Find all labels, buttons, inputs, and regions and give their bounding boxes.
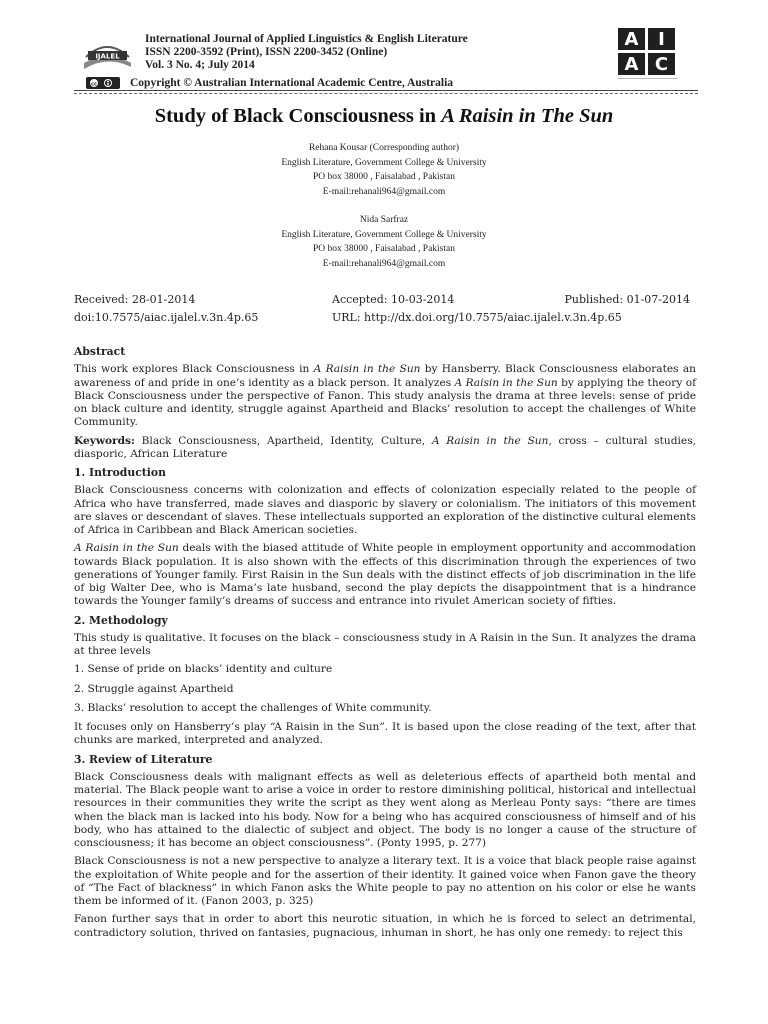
review-paragraph: Black Consciousness is not a new perspective to analyze a literary text. It is a voice that black people raise against the exploitation of White people and for the assertion of their identity. It gained voice when Fanon gave the theory of “The Fact of blackness” in which Fanon asks the White people to pay no attention on his color or else he wants them be informed of it. (Fanon 2003, p. 325) <box>74 855 696 907</box>
author-block <box>0 141 768 199</box>
journal-logo-text: IJALEL <box>95 52 120 61</box>
paper-title <box>0 105 768 128</box>
author-name: Nida Sarfraz <box>359 215 409 225</box>
methodology-paragraph: This study is qualitative. It focuses on the black – consciousness study in A Raisin in the Sun. It analyzes the drama at three levels <box>74 631 696 657</box>
abstract-heading: Abstract <box>74 345 126 358</box>
review-paragraph: Fanon further says that in order to abort this neurotic situation, in which he is forced to select an detrimental, contradictory solution, thrived on fantasies, pugnacious, inhuman in short, he has only one remedy: to reject this <box>74 913 696 939</box>
body-text <box>74 345 696 945</box>
methodology-heading: 2. Methodology <box>74 613 168 627</box>
copyright-text: Copyright © Australian International Academic Centre, Australia <box>130 77 454 89</box>
journal-volume: Vol. 3 No. 4; July 2014 <box>145 59 255 71</box>
aiac-tagline <box>618 78 678 82</box>
methodology-list-item: 2. Struggle against Apartheid <box>74 682 234 695</box>
aiac-logo-icon <box>618 28 678 82</box>
accepted-date: Accepted: 10-03-2014 <box>332 293 455 306</box>
abstract-paragraph: This work explores Black Consciousness in A Raisin in the Sun by Hansberry. Black Consciousness elaborates an awareness of and pride in one’s identity as a black person. It analyzes A Raisin in the Sun by applying the theory of Black Consciousness under the perspective of Fanon. This study analysis the drama at three levels: sense of pride on black culture and identity, struggle against Apartheid and Blacks’ resolution to accept the challenges of White Community. <box>74 363 697 429</box>
review-paragraph: Black Consciousness deals with malignant effects as well as deleterious effects of apartheid both mental and material. The Black people want to arise a voice in order to restore diminishing political, historical and intellectual resources in their communities they write the script as they went along as Merleau Ponty says: “there are times when the black man is lacked into his body. Now for a being who has acquired consciousness of himself and of his body, who has attained to the dialectic of subject and object. The body is no longer a cause of the structure of consciousness; it has become an object consciousness”. (Ponty 1995, p. 277) <box>74 770 696 849</box>
author-name: Rehana Kousar (Corresponding author) <box>308 143 460 153</box>
received-date: Received: 28-01-2014 <box>74 293 196 306</box>
author-address: PO box 38000 , Faisalabad , Pakistan <box>313 244 455 254</box>
methodology-list-item: 1. Sense of pride on blacks’ identity and culture <box>74 663 333 676</box>
svg-text:cc: cc <box>91 81 97 88</box>
author-address: PO box 38000 , Faisalabad , Pakistan <box>313 172 455 182</box>
aiac-letter: I <box>648 28 675 50</box>
introduction-heading: 1. Introduction <box>74 466 166 479</box>
journal-issn: ISSN 2200-3592 (Print), ISSN 2200-3452 (Online) <box>145 46 388 58</box>
creative-commons-icon <box>86 77 120 89</box>
url-link[interactable]: URL: http://dx.doi.org/10.7575/aiac.ijalel.v.3n.4p.65 <box>332 311 622 324</box>
header-rule <box>74 90 698 91</box>
aiac-letter: C <box>648 53 675 75</box>
journal-name: International Journal of Applied Linguistics & English Literature <box>145 33 468 45</box>
aiac-letter: A <box>618 53 645 75</box>
author-dept: English Literature, Government College & University <box>281 229 487 240</box>
author-email[interactable]: E-mail:rehanali964@gmail.com <box>322 186 446 197</box>
journal-logo-icon <box>80 33 135 75</box>
title-plain: Study of Black Consciousness in <box>154 105 442 127</box>
author-email[interactable]: E-mail:rehanali964@gmail.com <box>322 258 446 269</box>
author-dept: English Literature, Government College & University <box>281 157 487 168</box>
doi-text[interactable]: doi:10.7575/aiac.ijalel.v.3n.4p.65 <box>74 311 259 324</box>
intro-paragraph: A Raisin in the Sun deals with the biased attitude of White people in employment opportunity and accommodation towards Black population. It is also shown with the effects of this discrimination through the experiences of two generations of Younger family. First Raisin in the Sun deals with the distinct effects of job discrimination in the life of big Walter Dee, who is Mama’s late husband, second the play depicts the disappointment that is a hindrance towards the Younger family’s dreams of success and entrance into rivulet American society of fifties. <box>74 542 697 608</box>
review-heading: 3. Review of Literature <box>74 752 213 766</box>
copyright-row <box>86 77 453 89</box>
header-rule-dashed <box>74 93 698 94</box>
keywords-paragraph: Keywords: Black Consciousness, Apartheid, Identity, Culture, A Raisin in the Sun, cross – cultural studies, diasporic, African Literature <box>74 434 696 460</box>
methodology-paragraph: It focuses only on Hansberry’s play “A Raisin in the Sun”. It is based upon the close reading of the text, after that chunks are marked, interpreted and analyzed. <box>74 721 696 747</box>
author-block <box>0 213 768 271</box>
journal-info <box>145 33 468 72</box>
intro-paragraph: Black Consciousness concerns with colonization and effects of colonization especially related to the people of Africa who have transferred, made slaves and diasporic by slavery or colonialism. The initiators of this movement are slaves or descendant of slaves. These intellectuals supported an exploration of the distinctive cultural elements of Africa in Caribbean and Black American societies. <box>74 484 696 536</box>
title-italic: A Raisin in The Sun <box>441 105 614 127</box>
aiac-letter: A <box>618 28 645 50</box>
methodology-list-item: 3. Blacks’ resolution to accept the challenges of White community. <box>74 701 432 714</box>
published-date: Published: 01-07-2014 <box>564 293 690 306</box>
